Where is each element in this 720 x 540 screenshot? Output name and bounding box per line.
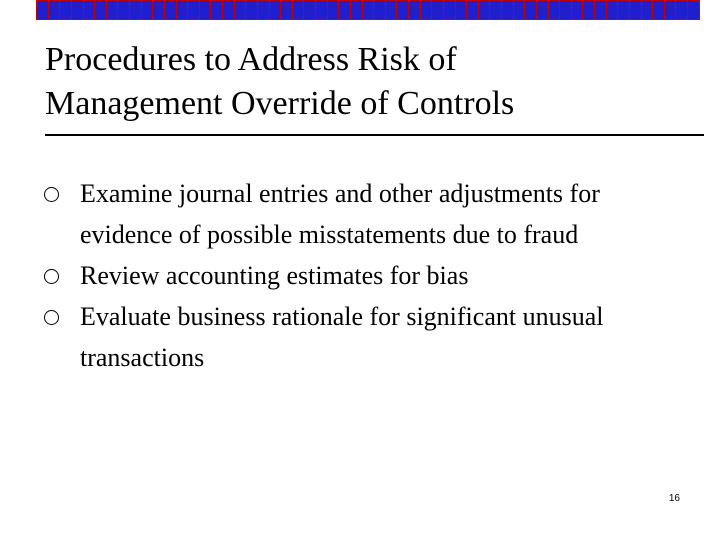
top-bar-segment bbox=[83, 0, 95, 20]
top-bar-segment bbox=[687, 0, 700, 20]
top-bar-segment bbox=[431, 0, 443, 20]
top-bar-segment bbox=[164, 0, 176, 20]
top-bar-segment bbox=[675, 0, 687, 20]
top-decorative-bar bbox=[36, 0, 700, 20]
top-bar-segment bbox=[571, 0, 583, 20]
top-bar-segment bbox=[280, 0, 292, 20]
top-bar-segment bbox=[176, 0, 188, 20]
bullet-list bbox=[44, 173, 694, 378]
top-bar-segment bbox=[269, 0, 281, 20]
top-bar-segment bbox=[48, 0, 60, 20]
top-bar-segment bbox=[524, 0, 536, 20]
top-bar-segment bbox=[455, 0, 467, 20]
top-bar-segment bbox=[245, 0, 257, 20]
slide-title bbox=[45, 38, 685, 126]
title-divider bbox=[45, 134, 704, 136]
top-bar-segment bbox=[408, 0, 420, 20]
top-bar-segment bbox=[152, 0, 164, 20]
top-bar-segment bbox=[513, 0, 525, 20]
top-bar-segment bbox=[210, 0, 222, 20]
top-bar-segment bbox=[117, 0, 129, 20]
hollow-circle-bullet-icon bbox=[44, 255, 80, 296]
bullet-item bbox=[44, 255, 694, 296]
top-bar-segment bbox=[606, 0, 618, 20]
top-bar-segment bbox=[222, 0, 234, 20]
bullet-text: Evaluate business rationale for significant unusual transactions bbox=[80, 302, 604, 372]
top-bar-segment bbox=[362, 0, 374, 20]
bullet-text: Review accounting estimates for bias bbox=[80, 261, 469, 290]
top-bar-segment bbox=[559, 0, 571, 20]
top-bar-segment bbox=[36, 0, 48, 20]
top-bar-segment bbox=[641, 0, 653, 20]
top-bar-segment bbox=[664, 0, 676, 20]
top-bar-segment bbox=[536, 0, 548, 20]
top-bar-segment bbox=[385, 0, 397, 20]
top-bar-segment bbox=[652, 0, 664, 20]
top-bar-segment bbox=[443, 0, 455, 20]
slide-number: 16 bbox=[668, 493, 680, 504]
top-bar-segment bbox=[338, 0, 350, 20]
top-bar-segment bbox=[292, 0, 304, 20]
top-bar-segment bbox=[420, 0, 432, 20]
top-bar-segment bbox=[373, 0, 385, 20]
top-bar-segment bbox=[315, 0, 327, 20]
top-bar-segment bbox=[303, 0, 315, 20]
top-bar-segment bbox=[548, 0, 560, 20]
top-bar-segment bbox=[257, 0, 269, 20]
top-bar-segment bbox=[396, 0, 408, 20]
top-bar-segment bbox=[350, 0, 362, 20]
top-bar-segment bbox=[129, 0, 141, 20]
top-bar-segment bbox=[234, 0, 246, 20]
top-bar-segment bbox=[466, 0, 478, 20]
top-bar-segment bbox=[582, 0, 594, 20]
slide-title-line-2: Management Override of Controls bbox=[45, 85, 515, 122]
hollow-circle-bullet-icon bbox=[44, 173, 80, 214]
top-bar-segment bbox=[141, 0, 153, 20]
top-bar-segment bbox=[629, 0, 641, 20]
top-bar-segment bbox=[501, 0, 513, 20]
bullet-text: Examine journal entries and other adjustments for evidence of possible misstatements due to fraud bbox=[80, 179, 600, 249]
top-bar-segment bbox=[617, 0, 629, 20]
top-bar-segment bbox=[594, 0, 606, 20]
top-bar-segment bbox=[106, 0, 118, 20]
top-bar-segment bbox=[71, 0, 83, 20]
bullet-item bbox=[44, 173, 694, 255]
hollow-circle-bullet-icon bbox=[44, 296, 80, 337]
top-bar-segment bbox=[199, 0, 211, 20]
bullet-item bbox=[44, 296, 694, 378]
top-bar-segment bbox=[478, 0, 490, 20]
slide-title-line-1: Procedures to Address Risk of bbox=[45, 41, 457, 78]
top-bar-segment bbox=[94, 0, 106, 20]
top-bar-segment bbox=[187, 0, 199, 20]
top-bar-segment bbox=[327, 0, 339, 20]
top-bar-segment bbox=[59, 0, 71, 20]
top-bar-segment bbox=[489, 0, 501, 20]
